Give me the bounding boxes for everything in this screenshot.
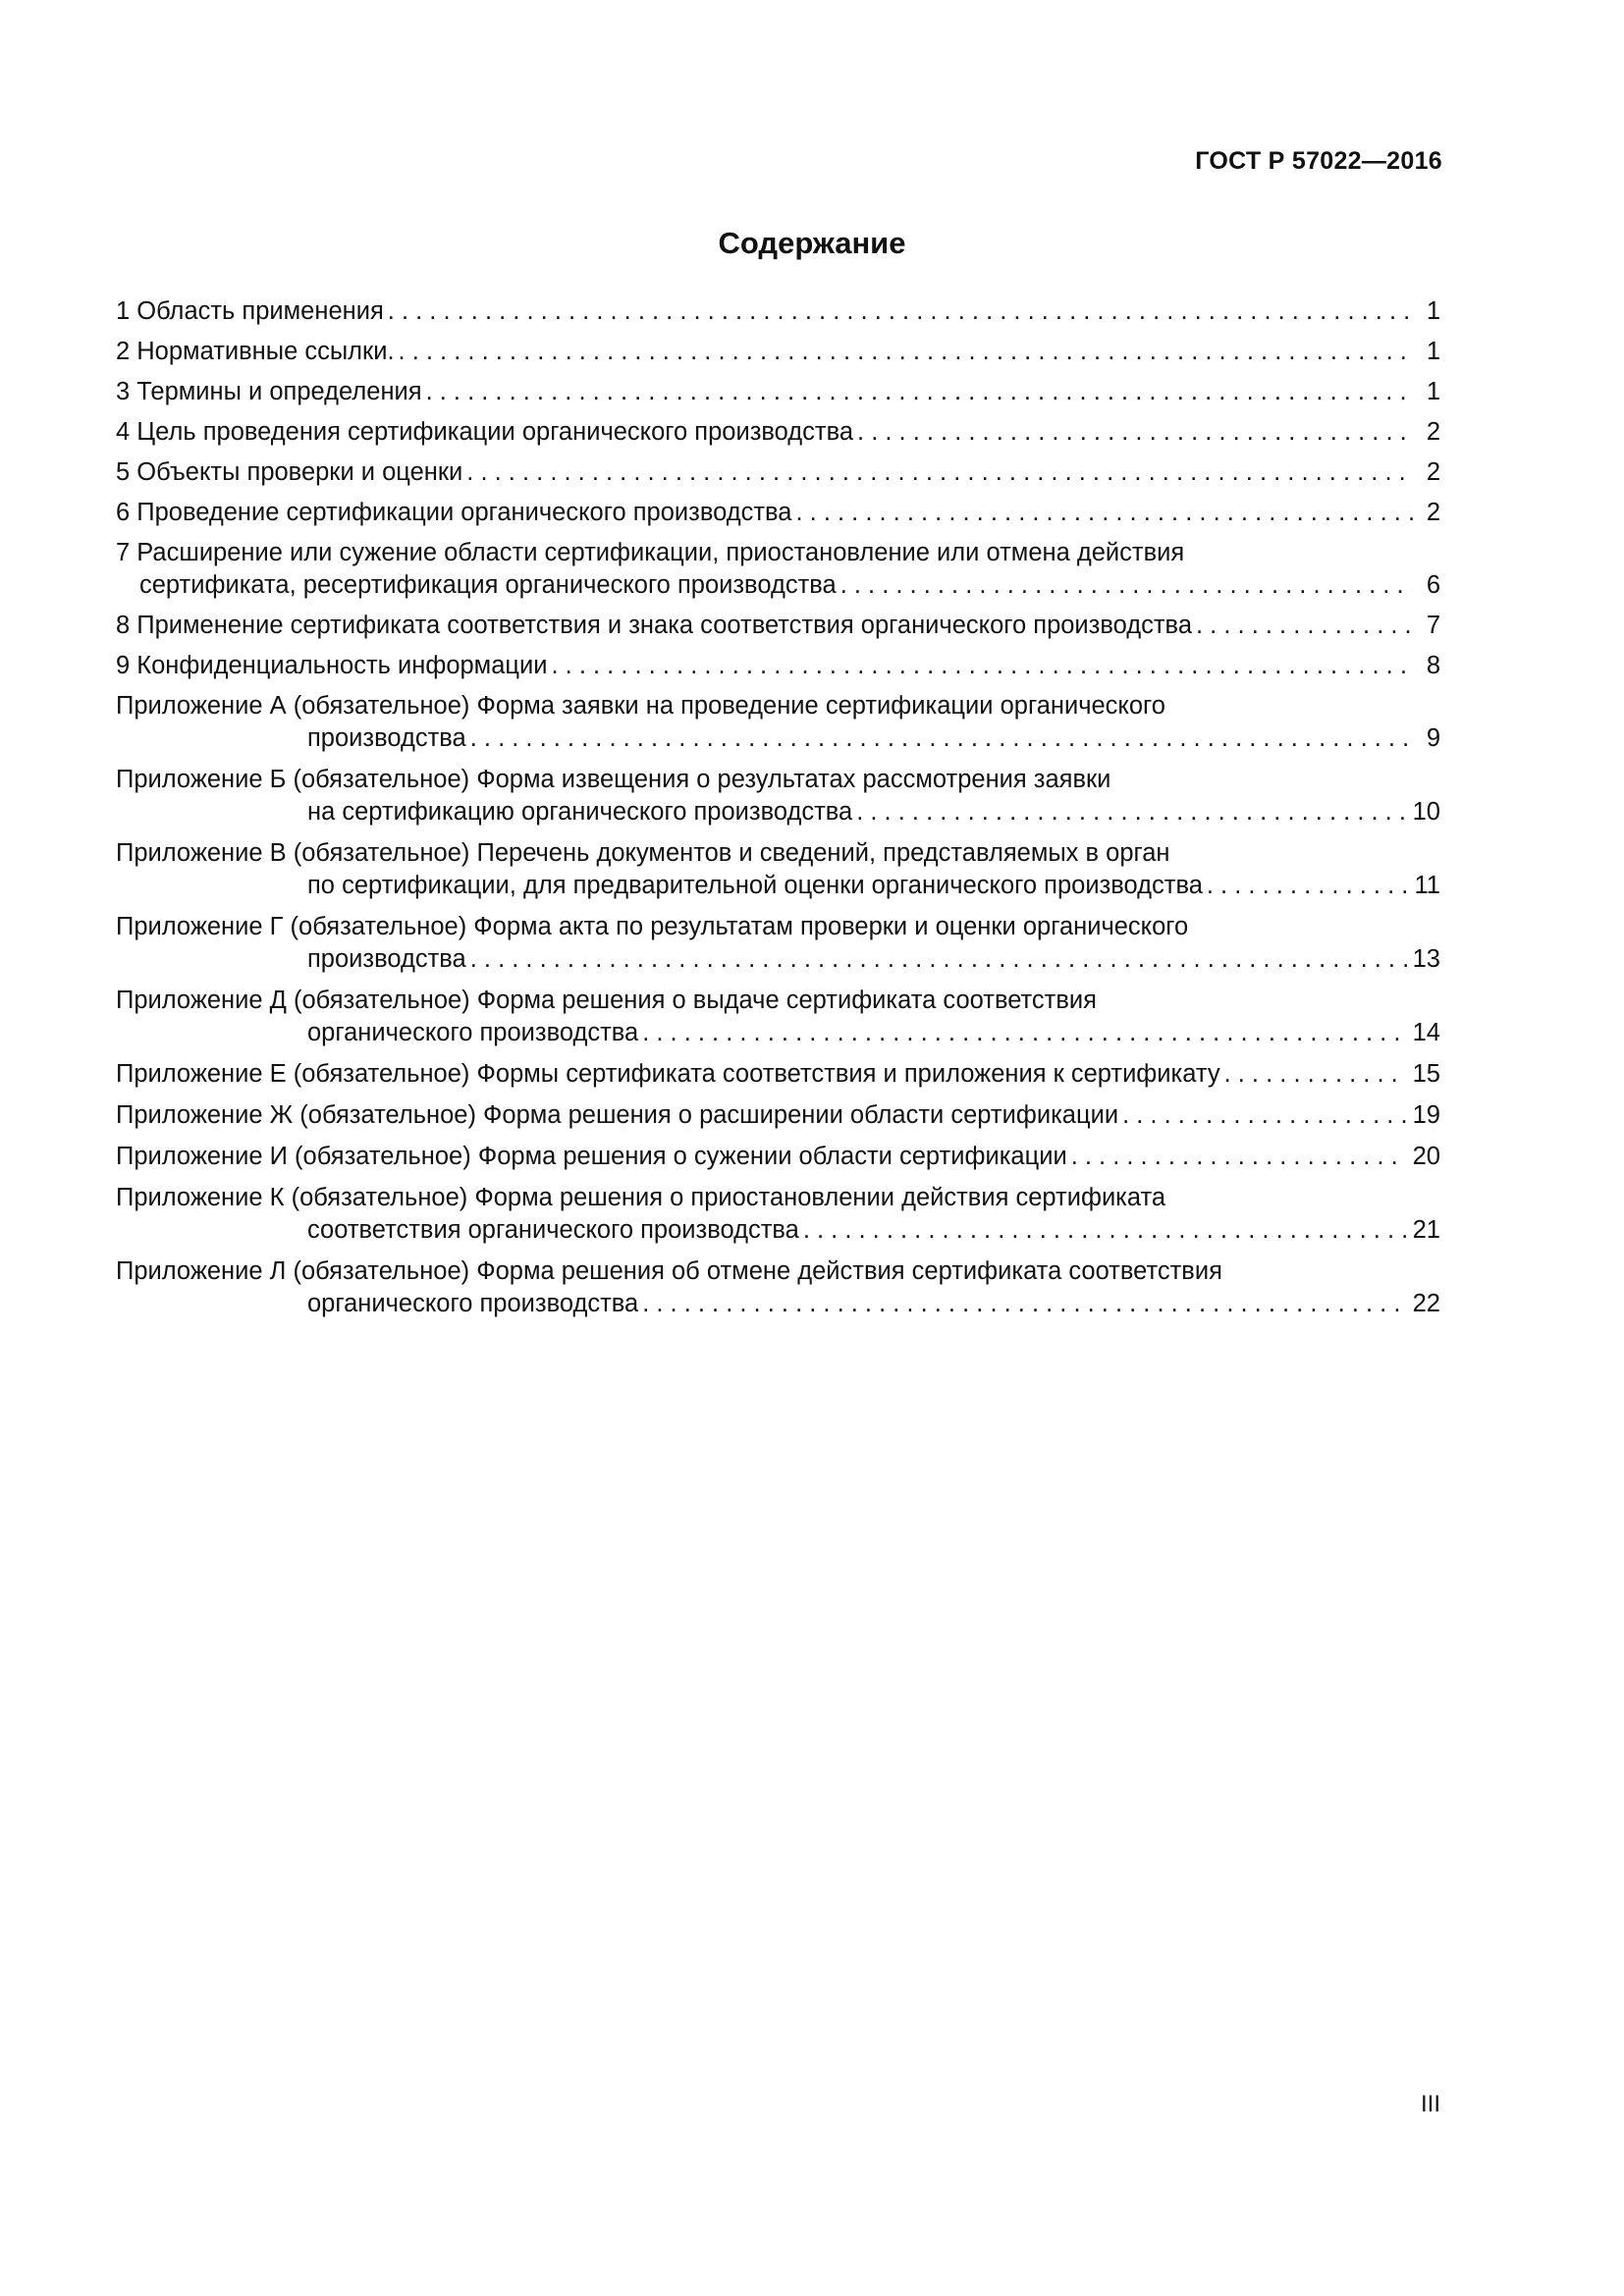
dot-leader	[642, 1288, 1406, 1320]
toc-entry-title: 2 Нормативные ссылки.	[116, 338, 395, 365]
toc-entry-title: 8 Применение сертификата соответствия и знака соответствия органического производства	[116, 612, 1193, 639]
toc-entry[interactable]	[116, 497, 1440, 529]
toc-entry-title-continuation: сертификата, ресертификация органического производства	[139, 571, 837, 599]
toc-entry-title: Приложение Г (обязательное) Форма акта по результатам проверки и оценки органического	[116, 913, 1189, 940]
toc-page-number: 6	[1426, 571, 1440, 599]
toc-entry-title: 6 Проведение сертификации органического производства	[116, 499, 792, 526]
toc-page-number: 1	[1426, 338, 1440, 365]
dot-leader	[857, 416, 1413, 449]
toc-page-number: 10	[1412, 798, 1440, 826]
toc-entry-title-continuation: на сертификацию органического производства	[307, 798, 853, 826]
toc-entry-title: 4 Цель проведения сертификации органического производства	[116, 418, 854, 446]
dot-leader	[470, 943, 1407, 976]
toc-page-number: 2	[1426, 499, 1440, 526]
toc-page-number: 19	[1412, 1101, 1440, 1129]
toc-entry[interactable]	[116, 650, 1440, 682]
toc-entry-title-continuation: органического производства	[307, 1019, 639, 1046]
toc-page-number: 11	[1414, 872, 1440, 899]
toc-entry-appendix[interactable]	[116, 764, 1440, 828]
toc-entry-title: Приложение И (обязательное) Форма решения о сужении области сертификации	[116, 1143, 1067, 1170]
toc-entry-appendix[interactable]	[116, 1255, 1440, 1320]
toc-entry-title: 7 Расширение или сужение области сертификации, приостановление или отмена действия	[116, 539, 1185, 566]
toc-page-number: 14	[1412, 1019, 1440, 1046]
dot-leader	[856, 796, 1406, 828]
toc-page-number: 1	[1426, 297, 1440, 325]
toc-entry[interactable]	[116, 295, 1440, 328]
dot-leader	[840, 569, 1413, 602]
toc-entry-appendix[interactable]	[116, 1058, 1440, 1091]
dot-leader	[388, 295, 1413, 328]
document-code-header: ГОСТ Р 57022—2016	[1195, 147, 1442, 175]
toc-entry-title-continuation: производства	[307, 945, 466, 973]
toc-entry-title: 1 Область применения	[116, 297, 384, 325]
toc-page-number: 13	[1412, 945, 1440, 973]
toc-entry-appendix[interactable]	[116, 1141, 1440, 1173]
toc-entry-appendix[interactable]	[116, 837, 1440, 902]
toc-page-number: 20	[1412, 1143, 1440, 1170]
table-of-contents	[116, 295, 1440, 1329]
toc-entry-title: Приложение Ж (обязательное) Форма решения о расширении области сертификации	[116, 1101, 1119, 1129]
dot-leader	[1224, 1058, 1407, 1091]
dot-leader	[552, 650, 1414, 682]
toc-entry-appendix[interactable]	[116, 1182, 1440, 1247]
dot-leader	[399, 336, 1413, 368]
toc-page-number: 21	[1412, 1216, 1440, 1244]
toc-entry-title: Приложение А (обязательное) Форма заявки на проведение сертификации органического	[116, 692, 1165, 720]
toc-entry-title: Приложение Б (обязательное) Форма извещения о результатах рассмотрения заявки	[116, 766, 1111, 793]
toc-entry-title-continuation: соответствия органического производства	[307, 1216, 799, 1244]
toc-entry-title: Приложение Е (обязательное) Формы сертификата соответствия и приложения к сертификату	[116, 1060, 1220, 1088]
toc-entry-title: Приложение Л (обязательное) Форма решения об отмене действия сертификата соответствия	[116, 1257, 1222, 1285]
toc-entry-appendix[interactable]	[116, 1099, 1440, 1132]
toc-title: Содержание	[718, 226, 906, 260]
toc-entry[interactable]	[116, 537, 1440, 602]
toc-entry[interactable]	[116, 610, 1440, 642]
toc-entry-title-continuation: производства	[307, 724, 466, 752]
toc-entry-appendix[interactable]	[116, 690, 1440, 755]
page-number: III	[1420, 2091, 1440, 2117]
dot-leader	[1196, 610, 1413, 642]
toc-entry-title-continuation: по сертификации, для предварительной оценки органического производства	[307, 872, 1203, 899]
toc-entry-appendix[interactable]	[116, 911, 1440, 976]
toc-entry[interactable]	[116, 416, 1440, 449]
toc-entry-title: Приложение Д (обязательное) Форма решения о выдаче сертификата соответствия	[116, 987, 1097, 1014]
toc-page-number: 9	[1426, 724, 1440, 752]
toc-entry-title-continuation: органического производства	[307, 1290, 639, 1317]
dot-leader	[1207, 870, 1409, 902]
toc-entry[interactable]	[116, 456, 1440, 489]
toc-page-number: 1	[1426, 378, 1440, 405]
toc-page-number: 7	[1426, 612, 1440, 639]
toc-page-number: 15	[1412, 1060, 1440, 1088]
toc-page-number: 22	[1412, 1290, 1440, 1317]
toc-entry-title: Приложение К (обязательное) Форма решения о приостановлении действия сертификата	[116, 1184, 1166, 1211]
toc-page-number: 2	[1426, 418, 1440, 446]
dot-leader	[642, 1017, 1406, 1049]
toc-entry-title: 5 Объекты проверки и оценки	[116, 458, 463, 486]
toc-entry-appendix[interactable]	[116, 985, 1440, 1049]
toc-entry-title: 3 Термины и определения	[116, 378, 422, 405]
dot-leader	[426, 376, 1413, 408]
toc-entry[interactable]	[116, 336, 1440, 368]
toc-entry[interactable]	[116, 376, 1440, 408]
toc-page-number: 8	[1426, 652, 1440, 679]
toc-page-number: 2	[1426, 458, 1440, 486]
dot-leader	[795, 497, 1413, 529]
dot-leader	[1071, 1141, 1407, 1173]
toc-entry-title: 9 Конфиденциальность информации	[116, 652, 548, 679]
dot-leader	[803, 1214, 1407, 1247]
dot-leader	[1122, 1099, 1407, 1132]
toc-entry-title: Приложение В (обязательное) Перечень документов и сведений, представляемых в орган	[116, 839, 1170, 867]
dot-leader	[466, 456, 1413, 489]
dot-leader	[470, 722, 1413, 755]
